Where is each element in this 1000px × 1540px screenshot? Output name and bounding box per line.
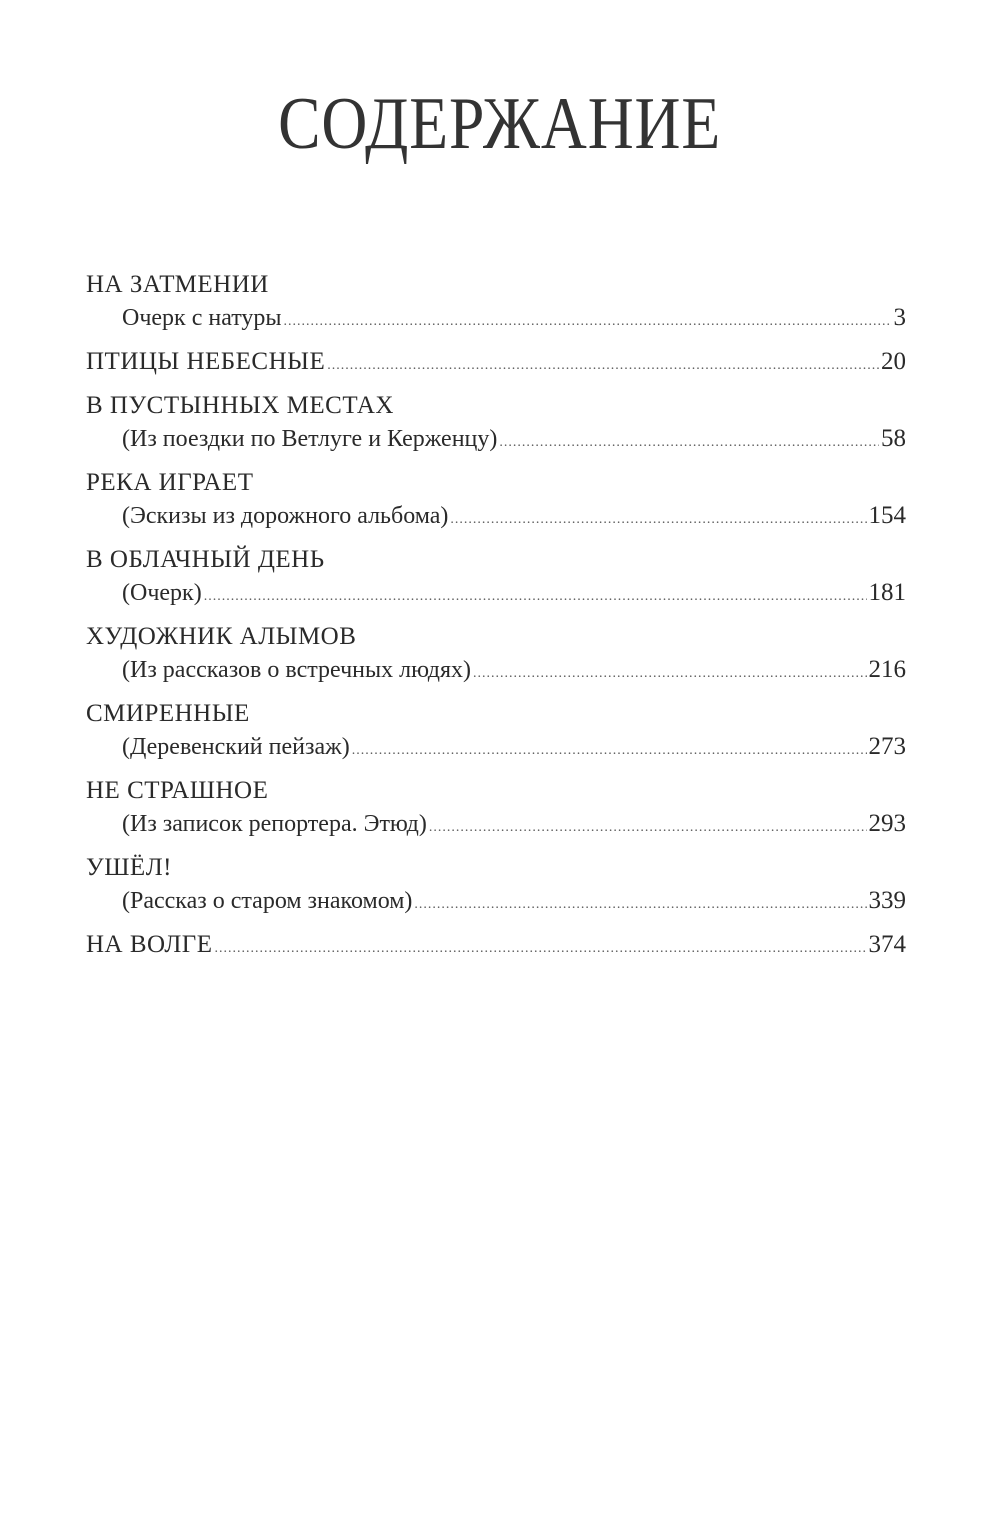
dot-leader	[204, 580, 867, 613]
entry-subtitle: (Из записок репортера. Этюд)	[122, 811, 427, 837]
page-number: 216	[868, 656, 906, 683]
toc-heading-line	[86, 851, 906, 884]
toc-subtitle-line	[86, 884, 906, 917]
entry-heading: СМИРЕННЫЕ	[86, 700, 250, 727]
page-number: 273	[868, 733, 906, 760]
dot-leader	[215, 932, 867, 965]
entry-subtitle: (Деревенский пейзаж)	[122, 734, 350, 760]
toc-entry	[86, 345, 906, 378]
entry-subtitle: (Рассказ о старом знакомом)	[122, 888, 413, 914]
page-number: 20	[881, 348, 906, 375]
toc-heading-line	[86, 466, 906, 499]
toc-subtitle-line	[86, 730, 906, 763]
toc-entry	[86, 466, 906, 532]
dot-leader	[429, 811, 867, 844]
toc-entry	[86, 268, 906, 334]
toc-heading-line	[86, 543, 906, 576]
toc-subtitle-line	[86, 653, 906, 686]
toc-subtitle-line	[86, 422, 906, 455]
page-number: 181	[868, 579, 906, 606]
toc-subtitle-line	[86, 499, 906, 532]
entry-heading: НА ВОЛГЕ	[86, 931, 213, 958]
dot-leader	[284, 305, 892, 338]
entry-heading: УШЁЛ!	[86, 854, 172, 881]
page-number: 293	[868, 810, 906, 837]
toc-entry	[86, 697, 906, 763]
toc-entry	[86, 851, 906, 917]
table-of-contents	[86, 268, 906, 972]
page-title	[0, 82, 1000, 167]
toc-entry	[86, 620, 906, 686]
entry-heading: НЕ СТРАШНОЕ	[86, 777, 269, 804]
toc-heading-line	[86, 345, 906, 378]
entry-heading: ХУДОЖНИК АЛЫМОВ	[86, 623, 357, 650]
page-number: 58	[881, 425, 906, 452]
toc-heading-line	[86, 268, 906, 301]
toc-entry	[86, 389, 906, 455]
toc-heading-line	[86, 389, 906, 422]
toc-subtitle-line	[86, 301, 906, 334]
toc-entry	[86, 928, 906, 961]
toc-heading-line	[86, 774, 906, 807]
entry-subtitle: (Из рассказов о встречных людях)	[122, 657, 472, 683]
toc-subtitle-line	[86, 807, 906, 840]
entry-heading: ПТИЦЫ НЕБЕСНЫЕ	[86, 348, 326, 375]
entry-heading: РЕКА ИГРАЕТ	[86, 469, 254, 496]
toc-heading-line	[86, 620, 906, 653]
toc-heading-line	[86, 697, 906, 730]
dot-leader	[450, 503, 866, 536]
title-text: СОДЕРЖАНИЕ	[278, 83, 722, 165]
entry-subtitle: Очерк с натуры	[122, 305, 282, 331]
toc-entry	[86, 543, 906, 609]
dot-leader	[327, 349, 879, 382]
toc-entry	[86, 774, 906, 840]
page-number: 339	[868, 887, 906, 914]
dot-leader	[473, 657, 866, 690]
dot-leader	[499, 426, 879, 459]
entry-subtitle: (Из поездки по Ветлуге и Керженцу)	[122, 426, 498, 452]
entry-subtitle: (Очерк)	[122, 580, 202, 606]
dot-leader	[414, 888, 866, 921]
toc-heading-line	[86, 928, 906, 961]
entry-heading: В ПУСТЫННЫХ МЕСТАХ	[86, 392, 394, 419]
page-number: 154	[868, 502, 906, 529]
page-number: 374	[868, 931, 906, 958]
dot-leader	[352, 734, 867, 767]
entry-heading: В ОБЛАЧНЫЙ ДЕНЬ	[86, 546, 325, 573]
entry-heading: НА ЗАТМЕНИИ	[86, 271, 269, 298]
page-number: 3	[893, 304, 906, 331]
toc-subtitle-line	[86, 576, 906, 609]
entry-subtitle: (Эскизы из дорожного альбома)	[122, 503, 449, 529]
